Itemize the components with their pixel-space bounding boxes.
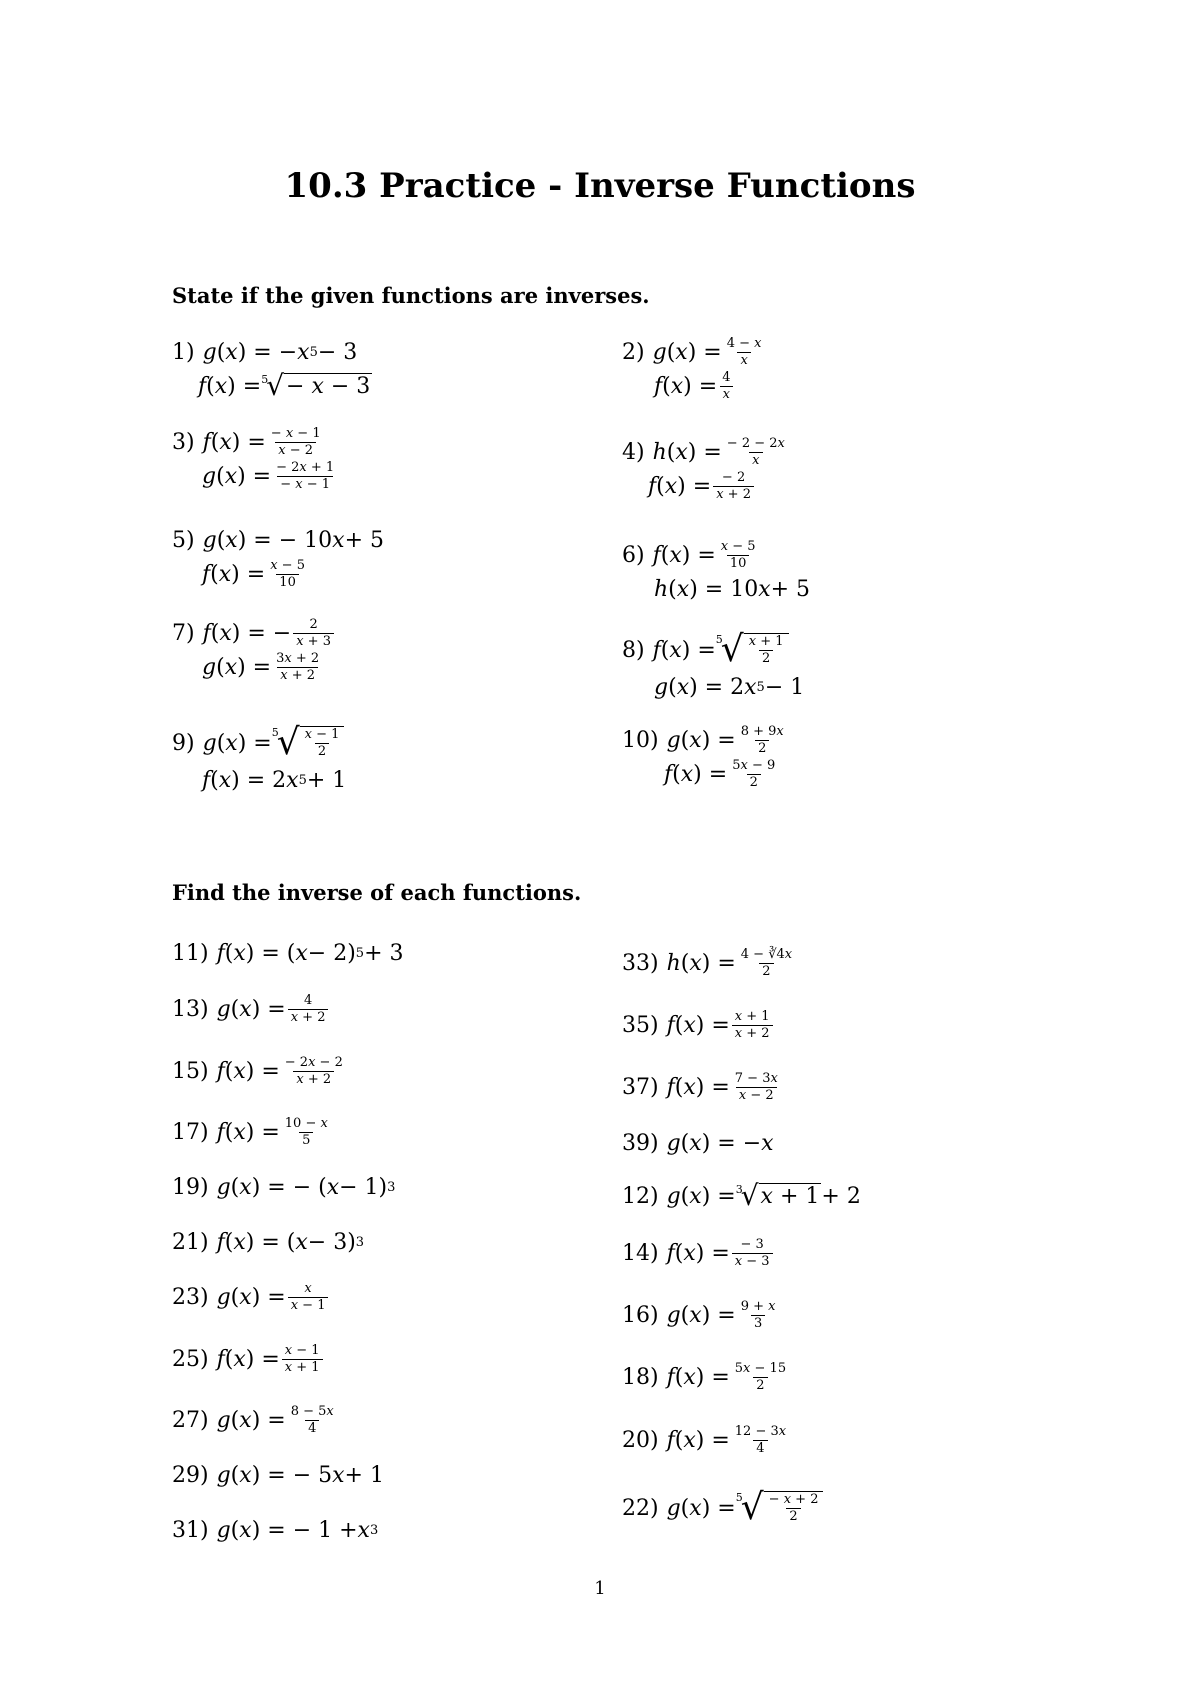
problem-35: 35) f ( x ) = $\frac{x + 1}{x + 2}$ (622, 1008, 775, 1042)
problem-9: 9) g ( x ) = 5 √ $\frac{x - 1}{2}$ f ( x ) = 2 x 5 + 1 (172, 722, 347, 793)
problem-29: 29) g ( x ) = − 5 x + 1 (172, 1462, 384, 1488)
problem-27: 27) g ( x ) = $\frac{8 - 5x}{4}$ (172, 1403, 334, 1436)
problem-number: 8) (622, 637, 645, 663)
problem-21: 21) f ( x ) = ( x − 3) 3 (172, 1229, 365, 1255)
problem-8: 8) f ( x ) = 5 √ $\frac{x + 1}{2}$ g ( x ) = 2 x 5 − 1 (622, 629, 805, 700)
problem-31: 31) g ( x ) = − 1 + x 3 (172, 1517, 379, 1543)
problem-20: 20) f ( x ) = $\frac{12 - 3x}{4}$ (622, 1423, 787, 1456)
problem-23: 23) g ( x ) = $\frac{x}{x - 1}$ (172, 1280, 330, 1314)
problem-number: 6) (622, 542, 645, 568)
problem-19: 19) g ( x ) = − ( x − 1) 3 (172, 1174, 396, 1200)
problem-37: 37) f ( x ) = $\frac{7 - 3x}{x - 2}$ (622, 1070, 778, 1103)
problem-15: 15) f ( x ) = $\frac{- 2x - 2}{x + 2}$ (172, 1054, 343, 1087)
problem-7: 7) f ( x ) = − $\frac{2}{x + 3}$ g ( x ) = $\frac{3x + 2}{x + 2}$ (172, 616, 336, 684)
problem-number: 10) (622, 727, 659, 753)
page-title: 10.3 Practice - Inverse Functions (284, 166, 916, 206)
problem-number: 3) (172, 429, 195, 455)
problem-10: 10) g ( x ) = $\frac{8 + 9x}{2}$ f ( x ) = $\frac{5x - 9}{2}$ (622, 723, 784, 790)
problem-6: 6) f ( x ) = $\frac{x - 5}{10}$ h ( x ) = 10 x + 5 (622, 538, 811, 602)
problem-17: 17) f ( x ) = $\frac{10 - x}{5}$ (172, 1115, 328, 1148)
section-heading-inverses: State if the given functions are inverses. (172, 283, 650, 308)
problem-12: 12) g ( x ) = 3 √ x + 1 + 2 (622, 1179, 861, 1212)
problem-1: 1) g ( x ) = − x 5 − 3 f ( x ) = 5 √ − x − 3 (172, 339, 371, 402)
problem-number: 5) (172, 527, 195, 553)
problem-number: 4) (622, 439, 645, 465)
problem-39: 39) g ( x ) = − x (622, 1130, 774, 1156)
problem-14: 14) f ( x ) = $\frac{- 3}{x - 3}$ (622, 1236, 775, 1270)
problem-22: 22) g ( x ) = 5 √ $\frac{- x + 2}{2}$ (622, 1488, 823, 1528)
problem-number: 1) (172, 339, 195, 365)
problem-3: 3) f ( x ) = $\frac{- x - 1}{x - 2}$ g ( x ) = $\frac{- 2x + 1}{- x - 1}$ (172, 425, 335, 492)
problem-5: 5) g ( x ) = − 10 x + 5 f ( x ) = $\frac{x - 5}{10}$ (172, 527, 384, 590)
problem-18: 18) f ( x ) = $\frac{5x - 15}{2}$ (622, 1360, 787, 1393)
problem-4: 4) h ( x ) = $\frac{- 2 - 2x}{x}$ f ( x ) = $\frac{- 2}{x + 2}$ (622, 435, 785, 502)
problem-13: 13) g ( x ) = $\frac{4}{x + 2}$ (172, 992, 330, 1026)
problem-33: 33) h ( x ) = $\frac{4 - ∛4x}{2}$ (622, 946, 793, 979)
problem-25: 25) f ( x ) = $\frac{x - 1}{x + 1}$ (172, 1342, 325, 1376)
problem-number: 2) (622, 339, 645, 365)
problem-number: 7) (172, 620, 195, 646)
section-heading-find-inverse: Find the inverse of each functions. (172, 880, 582, 905)
problem-11: 11) f ( x ) = ( x − 2) 5 + 3 (172, 940, 404, 966)
problem-number: 9) (172, 730, 195, 756)
page-number: 1 (594, 1578, 606, 1599)
problem-16: 16) g ( x ) = $\frac{9 + x}{3}$ (622, 1298, 776, 1331)
problem-2: 2) g ( x ) = $\frac{4 - x}{x}$ f ( x ) = $\frac{4}{x}$ (622, 335, 762, 402)
